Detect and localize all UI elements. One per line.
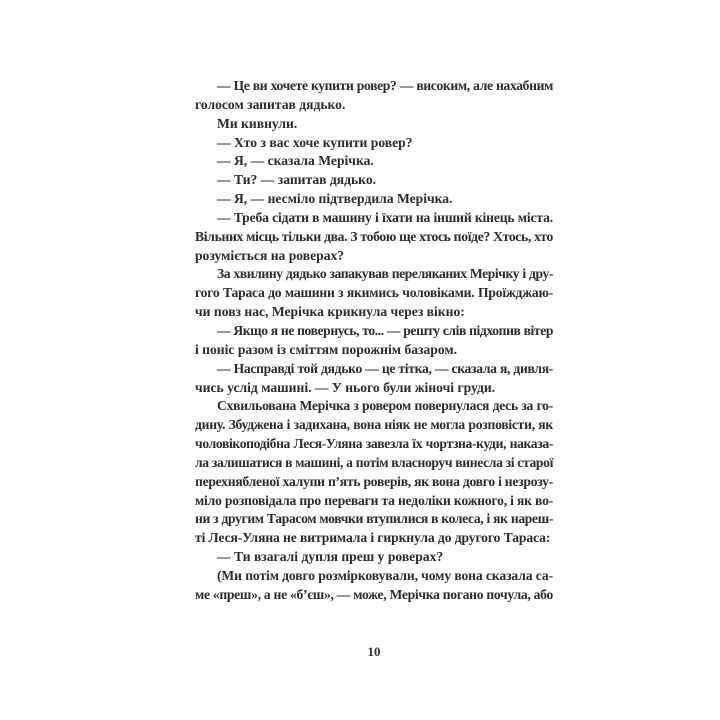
page-text xyxy=(195,77,553,605)
text-line: — Ти взагалі дупля преш у роверах? xyxy=(217,549,444,565)
text-line: чоловікоподібна Леся-Уляна завезла їх чортзна-куди, наказа- xyxy=(195,436,553,452)
page-number: 10 xyxy=(367,644,381,659)
text-line: розуміється на роверах? xyxy=(195,247,345,263)
text-line: — Ти? — запитав дядько. xyxy=(217,172,377,188)
paragraph xyxy=(195,360,553,398)
text-line: (Ми потім довго розмірковували, чому вона сказала са- xyxy=(217,567,553,583)
text-line: ме «преш», а не «б’єш», — може, Мерічка погано почула, або xyxy=(195,586,553,602)
text-line: гого Тараса до машини з якимись чоловіками. Проїжджаю- xyxy=(195,285,553,301)
text-line: ла залишатися в машині, а потім власноруч винесла зі старої xyxy=(195,454,553,470)
paragraph xyxy=(195,548,553,567)
text-line: Схвильована Мерічка з ровером повернулася десь за го- xyxy=(217,398,553,414)
paragraph xyxy=(195,322,553,360)
text-line: ті Леся-Уляна не витримала і гиркнула до другого Тараса: xyxy=(195,530,551,546)
paragraph xyxy=(195,152,553,171)
text-line: — Я, — сказала Мерічка. xyxy=(217,153,374,169)
text-line: — Це ви хочете купити ровер? — високим, але нахабним xyxy=(217,78,553,93)
text-line: За хвилину дядько запакував переляканих Мерічку і дру- xyxy=(217,266,553,282)
text-line: — Я, — несміло підтвердила Мерічка. xyxy=(217,191,453,207)
text-line: Вільних місць тільки два. З тобою ще хтось поїде? Хтось, хто xyxy=(195,228,553,244)
text-line: чи повз нас, Мерічка крикнула через вікно: xyxy=(195,304,465,320)
text-line: — Насправді той дядько — це тітка, — сказала я, дивля- xyxy=(217,360,553,376)
paragraph xyxy=(195,134,553,153)
paragraph xyxy=(195,209,553,266)
text-line: — Хто з вас хоче купити ровер? xyxy=(217,134,413,150)
text-line: перехнябленої халупи п’ять роверів, як вона довго і незрозу- xyxy=(195,473,553,489)
paragraph xyxy=(195,190,553,209)
paragraph xyxy=(195,397,553,548)
text-line: і поніс разом із сміттям порожнім базаром. xyxy=(195,341,458,357)
text-line: голосом запитав дядько. xyxy=(195,96,346,112)
paragraph xyxy=(195,567,553,605)
text-line: міло розповідала про переваги та недоліки кожного, і як во- xyxy=(195,492,553,508)
paragraph xyxy=(195,171,553,190)
text-line: чись услід машині. — У нього були жіночі груди. xyxy=(195,379,496,395)
text-line: — Треба сідати в машину і їхати на інший кінець міста. xyxy=(217,209,553,225)
text-line: ни з другим Тарасом мовчки втупилися в колеса, і як нареш- xyxy=(195,511,553,527)
text-line: дину. Збуджена і задихана, вона ніяк не могла розповісти, як xyxy=(195,417,553,433)
paragraph xyxy=(195,115,553,134)
paragraph xyxy=(195,77,553,115)
text-line: — Якщо я не повернусь, то... — решту слів підхопив вітер xyxy=(217,322,553,338)
paragraph xyxy=(195,265,553,322)
text-line: Ми кивнули. xyxy=(217,115,298,131)
